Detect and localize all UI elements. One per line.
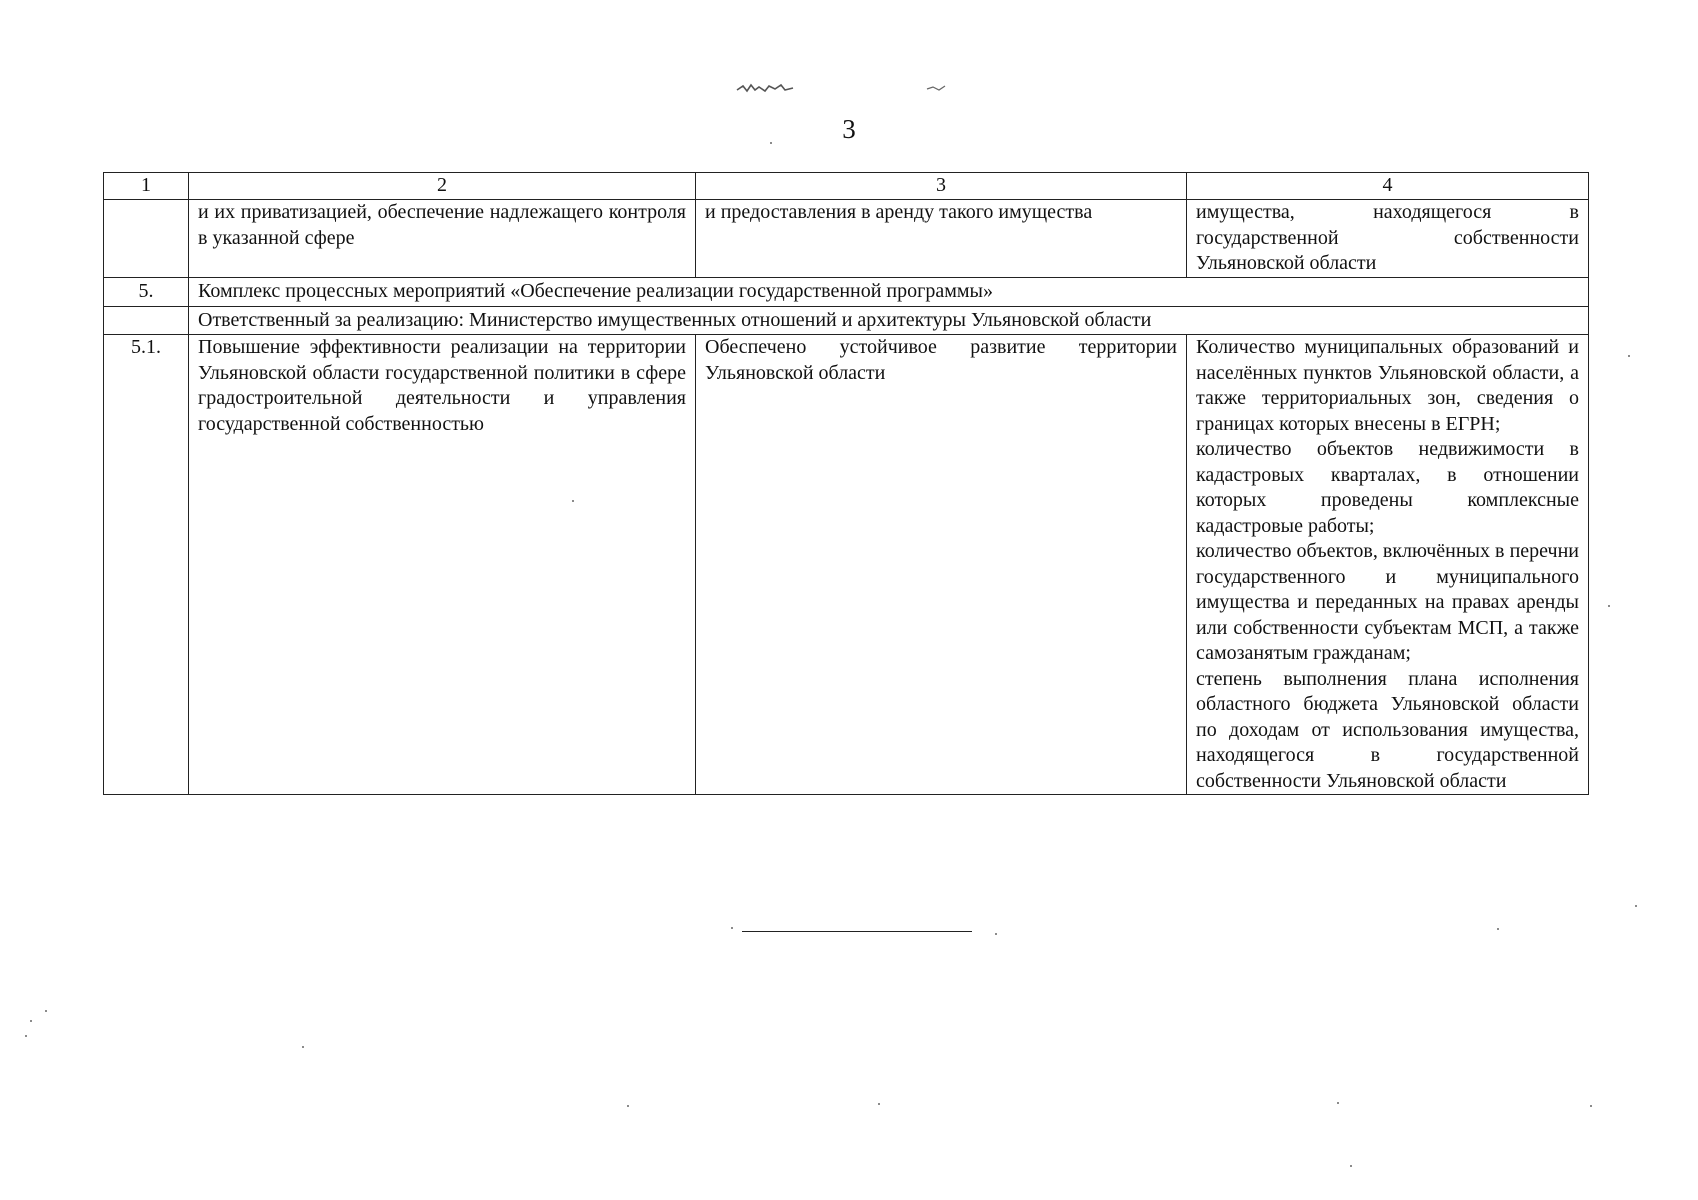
table-row-responsible <box>104 306 1589 335</box>
table-row-5-1 <box>104 335 1589 795</box>
scan-speck <box>1635 905 1637 907</box>
scan-speck <box>1497 928 1499 930</box>
cont-num-cell <box>104 200 189 278</box>
indicator-item: количество объектов, включённых в перечни государственного и муниципального имущества и переданных на правах аренды или собственности субъектам МСП, а также самозанятым гражданам; <box>1196 540 1579 664</box>
scan-speck <box>25 1035 27 1037</box>
scan-speck <box>1608 605 1610 607</box>
table-row-section-5 <box>104 278 1589 307</box>
indicator-item: количество объектов недвижимости в кадастровых кварталах, в отношении которых проведены комплексные кадастровые работы; <box>1196 438 1579 537</box>
responsible-num-cell <box>104 306 189 335</box>
scan-speck <box>995 933 997 935</box>
scan-speck <box>1628 355 1630 357</box>
indicator-item: степень выполнения плана исполнения областного бюджета Ульяновской области по доходам от использования имущества, находящегося в государственной собственности Ульяновской области <box>1196 667 1579 792</box>
header-cell-1: 1 <box>104 173 189 200</box>
scan-speck <box>1337 1102 1339 1104</box>
scan-speck <box>878 1103 880 1105</box>
table-header-row <box>104 173 1589 200</box>
scan-speck <box>1590 1105 1592 1107</box>
scan-artifact-mark <box>735 80 965 96</box>
cont-col4-cell: имущества, находящегося в государственной собственности Ульяновской области <box>1187 200 1589 278</box>
indicator-item: Количество муниципальных образований и населённых пунктов Ульяновской области, а также территориальных зон, сведения о границах которых внесены в ЕГРН; <box>1196 336 1579 435</box>
header-cell-4: 4 <box>1187 173 1589 200</box>
page-number: 3 <box>842 114 856 144</box>
scan-speck <box>731 927 733 929</box>
scan-speck <box>770 142 772 144</box>
scan-speck <box>627 1105 629 1107</box>
scan-speck <box>302 1046 304 1048</box>
row-5-1-number: 5.1. <box>104 335 189 795</box>
section-5-title: Комплекс процессных мероприятий «Обеспечение реализации государственной программы» <box>189 278 1589 307</box>
row-5-1-result: Обеспечено устойчивое развитие территории Ульяновской области <box>696 335 1187 795</box>
scan-speck <box>1350 1165 1352 1167</box>
header-cell-2: 2 <box>189 173 696 200</box>
header-cell-3: 3 <box>696 173 1187 200</box>
end-of-document-rule <box>742 931 972 932</box>
cont-col2-cell: и их приватизацией, обеспечение надлежащего контроля в указанной сфере <box>189 200 696 278</box>
responsible-text: Ответственный за реализацию: Министерство имущественных отношений и архитектуры Ульяновской области <box>189 306 1589 335</box>
section-5-number: 5. <box>104 278 189 307</box>
scan-speck <box>30 1020 32 1022</box>
row-5-1-task: Повышение эффективности реализации на территории Ульяновской области государственной политики в сфере градостроительной деятельности и управления государственной собственностью <box>189 335 696 795</box>
table-row-continuation <box>104 200 1589 278</box>
scan-speck <box>572 500 574 502</box>
row-5-1-indicators <box>1187 335 1589 795</box>
scan-speck <box>45 1010 47 1012</box>
program-table <box>103 172 1589 795</box>
cont-col3-cell: и предоставления в аренду такого имущества <box>696 200 1187 278</box>
